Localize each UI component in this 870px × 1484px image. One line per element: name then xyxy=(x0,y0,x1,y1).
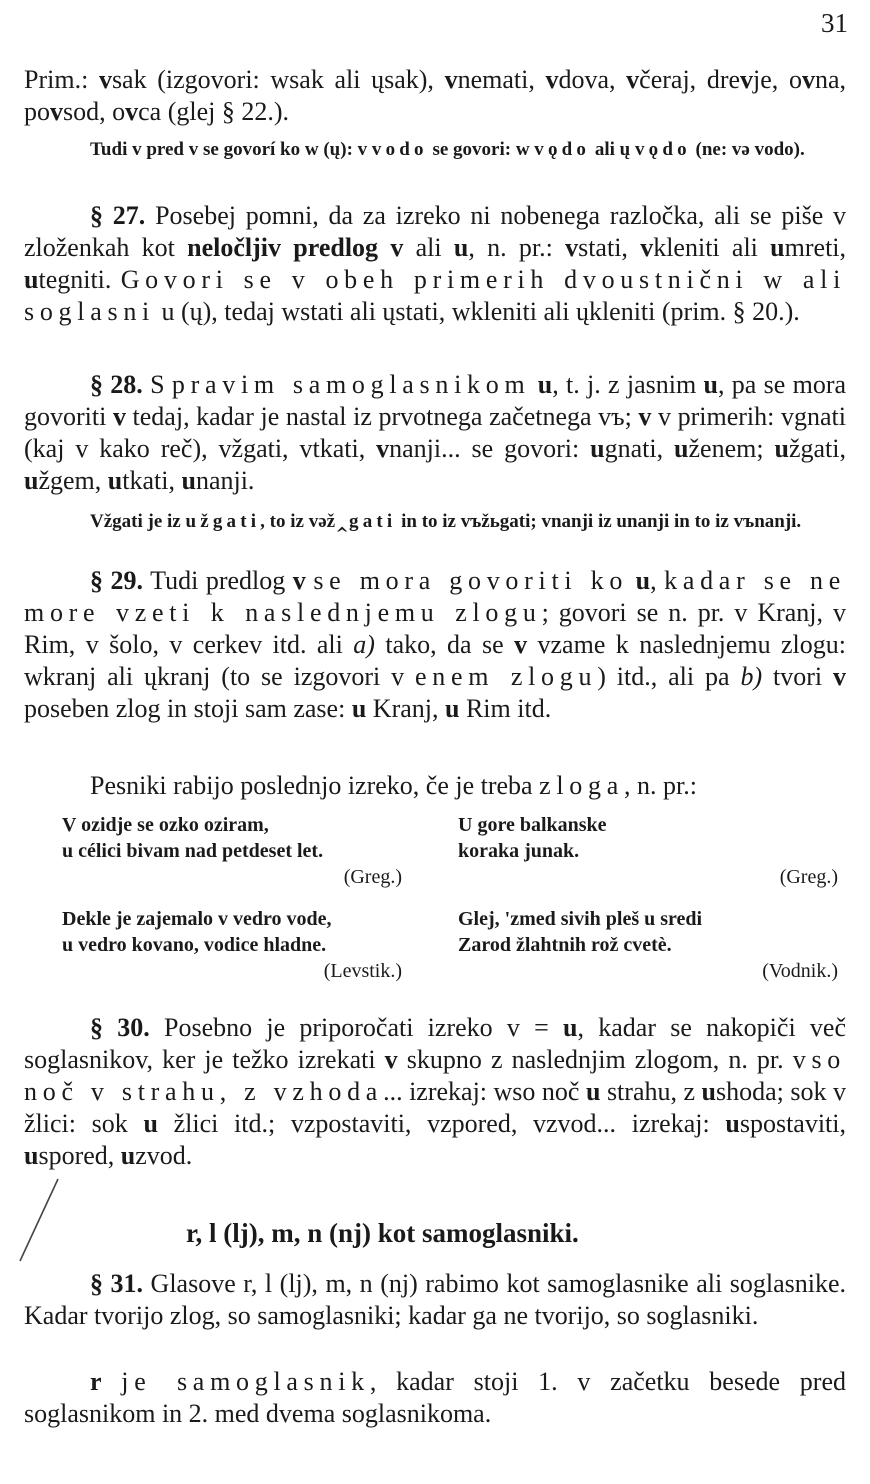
bold-letter: r xyxy=(90,1367,102,1396)
verse-line: koraka junak. xyxy=(458,840,580,862)
text: , kadar se nakopiči več soglasnikov, ker je težko izrekati xyxy=(24,1013,846,1074)
text: poseben zlog in stoji sam zase: xyxy=(24,694,352,723)
text: , n. pr.: xyxy=(468,233,566,262)
bold-letter: u xyxy=(120,1141,136,1170)
text: shoda; sok v žlici: sok xyxy=(24,1077,847,1138)
poem-source: (Levstik.) xyxy=(323,960,402,982)
spaced-text: pravim samoglasnikom xyxy=(171,370,531,399)
paragraph-pesniki xyxy=(24,770,846,802)
bold-letter: u xyxy=(590,434,605,463)
text: ... izrekaj: wso noč xyxy=(383,1077,586,1106)
bold-letter: v xyxy=(514,630,528,659)
text: strahu, z xyxy=(600,1077,702,1106)
spaced-text: vǫdo xyxy=(634,139,691,160)
text: je, o xyxy=(753,65,802,94)
text: čeraj, xyxy=(639,65,697,94)
text: in to iz vъžьgati; vnanji iz unanji in to iz vъnanji. xyxy=(396,511,802,532)
section-number: § 29. xyxy=(90,566,144,595)
text: žgem, xyxy=(38,466,108,495)
spaced-text: vso noč v strahu, z vzhoda xyxy=(24,1045,846,1106)
text: spostaviti, xyxy=(739,1109,846,1138)
text: ali ų xyxy=(590,139,635,160)
text: spored, xyxy=(38,1141,121,1170)
spaced-text: je samoglasnik xyxy=(121,1367,370,1396)
bold-term: neločljiv predlog v xyxy=(187,233,404,262)
text: gnati, xyxy=(604,434,675,463)
spaced-text: zloga xyxy=(539,771,624,800)
text: tegniti. xyxy=(38,265,121,294)
poem-quote xyxy=(62,906,412,984)
text xyxy=(530,370,537,399)
spaced-text: užgati xyxy=(185,511,261,532)
bold-letter: v xyxy=(188,139,199,160)
bold-letter: u xyxy=(62,934,74,956)
section-30 xyxy=(24,1012,846,1172)
text: se govori: w xyxy=(427,139,535,160)
text: kleniti ali xyxy=(653,233,771,262)
italic-label: a) xyxy=(353,630,375,659)
text: ali xyxy=(403,233,454,262)
section-heading: r, l (lj), m, n (nj) kot samoglasniki. xyxy=(186,1218,579,1248)
text: zvod. xyxy=(135,1141,193,1170)
text: , t. j. z jasnim xyxy=(552,370,704,399)
paragraph-primer xyxy=(24,64,846,128)
verse-line xyxy=(458,812,838,838)
text: Glasove r, l (lj), m, n (nj) rabimo kot samoglasnike ali soglasnike. Kadar tvorijo zlog, so samoglasniki; kadar ga ne tvorijo, so soglasniki. xyxy=(24,1269,847,1330)
text: Posebno je priporočati izreko v = xyxy=(149,1013,564,1042)
bold-letter: v xyxy=(112,402,126,431)
text: na, po xyxy=(24,65,846,126)
text: Vžgati je iz xyxy=(90,511,186,532)
bold-letter: u xyxy=(703,370,718,399)
text: sod, o xyxy=(63,97,126,126)
text: dova, xyxy=(558,65,627,94)
text: Pesniki rabijo poslednjo izreko, če je treba xyxy=(90,771,540,800)
verse-line xyxy=(458,906,838,932)
bold-letter: v xyxy=(50,97,63,126)
bold-letter: v xyxy=(292,566,306,595)
text: Tudi predlog xyxy=(143,566,293,595)
text: tako, da se xyxy=(374,630,515,659)
bold-letter: u xyxy=(585,1077,601,1106)
bold-letter: v xyxy=(545,65,559,94)
verse-line xyxy=(62,932,412,958)
text: tvori xyxy=(762,662,834,691)
text: skupno z naslednjim zlogom, n. pr. xyxy=(397,1045,793,1074)
bold-letter: v xyxy=(801,65,815,94)
section-31 xyxy=(24,1268,846,1332)
text: nanji... se govori: xyxy=(389,434,591,463)
bold-letter: u xyxy=(181,466,196,495)
text: vedro kovano, vodice hladne. xyxy=(73,934,327,956)
bold-letter: u xyxy=(62,840,74,862)
text: célici bivam nad petdeset let. xyxy=(73,840,324,862)
section-number: § 28. xyxy=(90,370,143,399)
bold-letter: u xyxy=(537,370,553,399)
bold-letter: v xyxy=(376,434,390,463)
bold-letter: U xyxy=(458,814,473,836)
section-number: § 31. xyxy=(90,1269,144,1298)
text: S xyxy=(142,370,172,399)
bold-letter: u xyxy=(107,466,123,495)
bold-letter: u xyxy=(143,1109,158,1138)
text: sredi xyxy=(655,908,703,930)
text: dre xyxy=(706,65,741,94)
spaced-text: vodo xyxy=(371,139,428,160)
text: mreti, xyxy=(784,233,847,262)
paragraph-r-samoglasnik xyxy=(24,1366,846,1430)
text: sak (izgovori: wsak ali ųsak), xyxy=(111,65,445,94)
spaced-text: gati xyxy=(349,511,397,532)
pencil-mark-icon xyxy=(14,1175,64,1265)
text: vzame k naslednjemu zlogu: wkranj ali ųkranj (to se izgovori v xyxy=(24,630,847,691)
note-vodo xyxy=(24,137,846,162)
text: Rim itd. xyxy=(459,694,552,723)
spaced-text: enem zlogu xyxy=(415,662,598,691)
bold-letter: u xyxy=(725,1109,740,1138)
text: v primerih: vgnati (kaj v kako reč), vžgati, vtkati, xyxy=(24,402,846,463)
bold-letter: v xyxy=(98,65,112,94)
spaced-text: kadar se ne more vzeti k naslednjemu zlogu xyxy=(24,566,847,627)
section-27 xyxy=(24,200,846,328)
text: , kadar stoji 1. v začetku besede pred soglasnikom in 2. med dvema soglasnikoma. xyxy=(24,1367,846,1428)
bold-letter: v xyxy=(384,1045,398,1074)
text: ) itd., ali pa xyxy=(597,662,741,691)
text: nanji. xyxy=(195,466,255,495)
verse-line xyxy=(62,838,412,864)
text: Posebej pomni, da za izreko ni nobenega razločka, ali se piše v zloženkah kot xyxy=(24,201,847,262)
text: nemati, xyxy=(457,65,546,94)
bold-letter: u xyxy=(674,434,689,463)
verse-line: Zarod žlahtnih rož cvetè. xyxy=(458,934,672,956)
text: žlici itd.; vzpostaviti, vzpored, vzvod... izrekaj: xyxy=(157,1109,726,1138)
text: ženem; xyxy=(688,434,775,463)
text: (ne: və vodo). xyxy=(690,139,805,160)
bold-letter: u xyxy=(445,694,460,723)
poem-source: (Vodnik.) xyxy=(762,960,838,982)
bold-letter: u xyxy=(644,908,656,930)
bold-letter: u xyxy=(635,566,651,595)
section-29: § 29. Tudi predlog v se mora govoriti ko u, kadar se ne more vzeti k naslednjemu zlogu; govori se n. pr. v Kranj, v Rim, v šolo, v cerkev itd. ali a) tako, da se v vzame k naslednjemu zlogu: wkranj ali ųkranj (to se izgovori v enem zlogu) itd., ali pa b) tvori v poseben zlog in stoji sam zase: u Kranj, u Rim itd. xyxy=(24,566,847,723)
section-number: § 27. xyxy=(90,201,146,230)
section-number: § 30. xyxy=(90,1013,150,1042)
text: se govorí ko w (ų): v xyxy=(198,139,372,160)
text: stati, xyxy=(578,233,641,262)
poem-quote xyxy=(458,812,838,890)
text: tedaj, kadar je nastal iz prvotnega začetnega vъ; xyxy=(125,402,639,431)
bold-letter: u xyxy=(24,466,39,495)
poem-source: (Greg.) xyxy=(779,866,838,888)
bold-letter: u xyxy=(770,233,785,262)
text: ; govori se n. pr. v Kranj, v Rim, v šolo, v cerkev itd. ali xyxy=(24,598,846,659)
text: žgati, xyxy=(788,434,846,463)
spaced-text: vǫdo xyxy=(534,139,591,160)
section-28 xyxy=(24,369,846,497)
bold-letter: u xyxy=(453,233,469,262)
text: Prim.: xyxy=(24,65,99,94)
bold-letter: u xyxy=(24,1141,39,1170)
text: u (ų), tedaj wstati ali ųstati, wkleniti ali ųkleniti (prim. § 20.). xyxy=(154,297,800,326)
bold-letter: v xyxy=(132,139,142,160)
bold-letter: v xyxy=(638,402,652,431)
bold-letter: v xyxy=(565,233,579,262)
verse-line: Dekle je zajemalo v vedro vode, xyxy=(62,908,332,930)
text: gore balkanske xyxy=(472,814,607,836)
bold-letter: u xyxy=(563,1013,578,1042)
bold-letter: v xyxy=(640,233,654,262)
spaced-text: se mora govoriti ko xyxy=(313,566,629,595)
text: , n. pr.: xyxy=(624,771,697,800)
text: tkati, xyxy=(122,466,182,495)
bold-letter: u xyxy=(24,265,39,294)
poem-quote xyxy=(62,812,412,890)
bold-letter: u xyxy=(701,1077,716,1106)
text: Glej, 'zmed sivih pleš xyxy=(458,908,645,930)
text: Kranj, xyxy=(366,694,445,723)
text: , pa se mora govoriti xyxy=(24,370,847,431)
bold-letter: v xyxy=(444,65,458,94)
text: pred xyxy=(141,139,189,160)
text: , to iz vəž‸ xyxy=(260,511,350,532)
verse-line: V ozidje se ozko oziram, xyxy=(62,814,269,836)
poem-source: (Greg.) xyxy=(343,866,402,888)
bold-letter: v xyxy=(740,65,754,94)
bold-letter: u xyxy=(774,434,789,463)
bold-letter: v xyxy=(626,65,640,94)
poem-quote xyxy=(458,906,838,984)
spaced-text: Govori se v obeh primerih dvoustnični w ali soglasni xyxy=(24,265,847,326)
bold-letter: v xyxy=(833,662,847,691)
bold-letter: v xyxy=(125,97,139,126)
text: Tudi xyxy=(90,139,133,160)
note-vzgati xyxy=(24,509,846,534)
page-number: 31 xyxy=(821,8,848,38)
italic-label: b) xyxy=(740,662,763,691)
bold-letter: u xyxy=(351,694,367,723)
text: ca (glej § 22.). xyxy=(138,97,290,126)
